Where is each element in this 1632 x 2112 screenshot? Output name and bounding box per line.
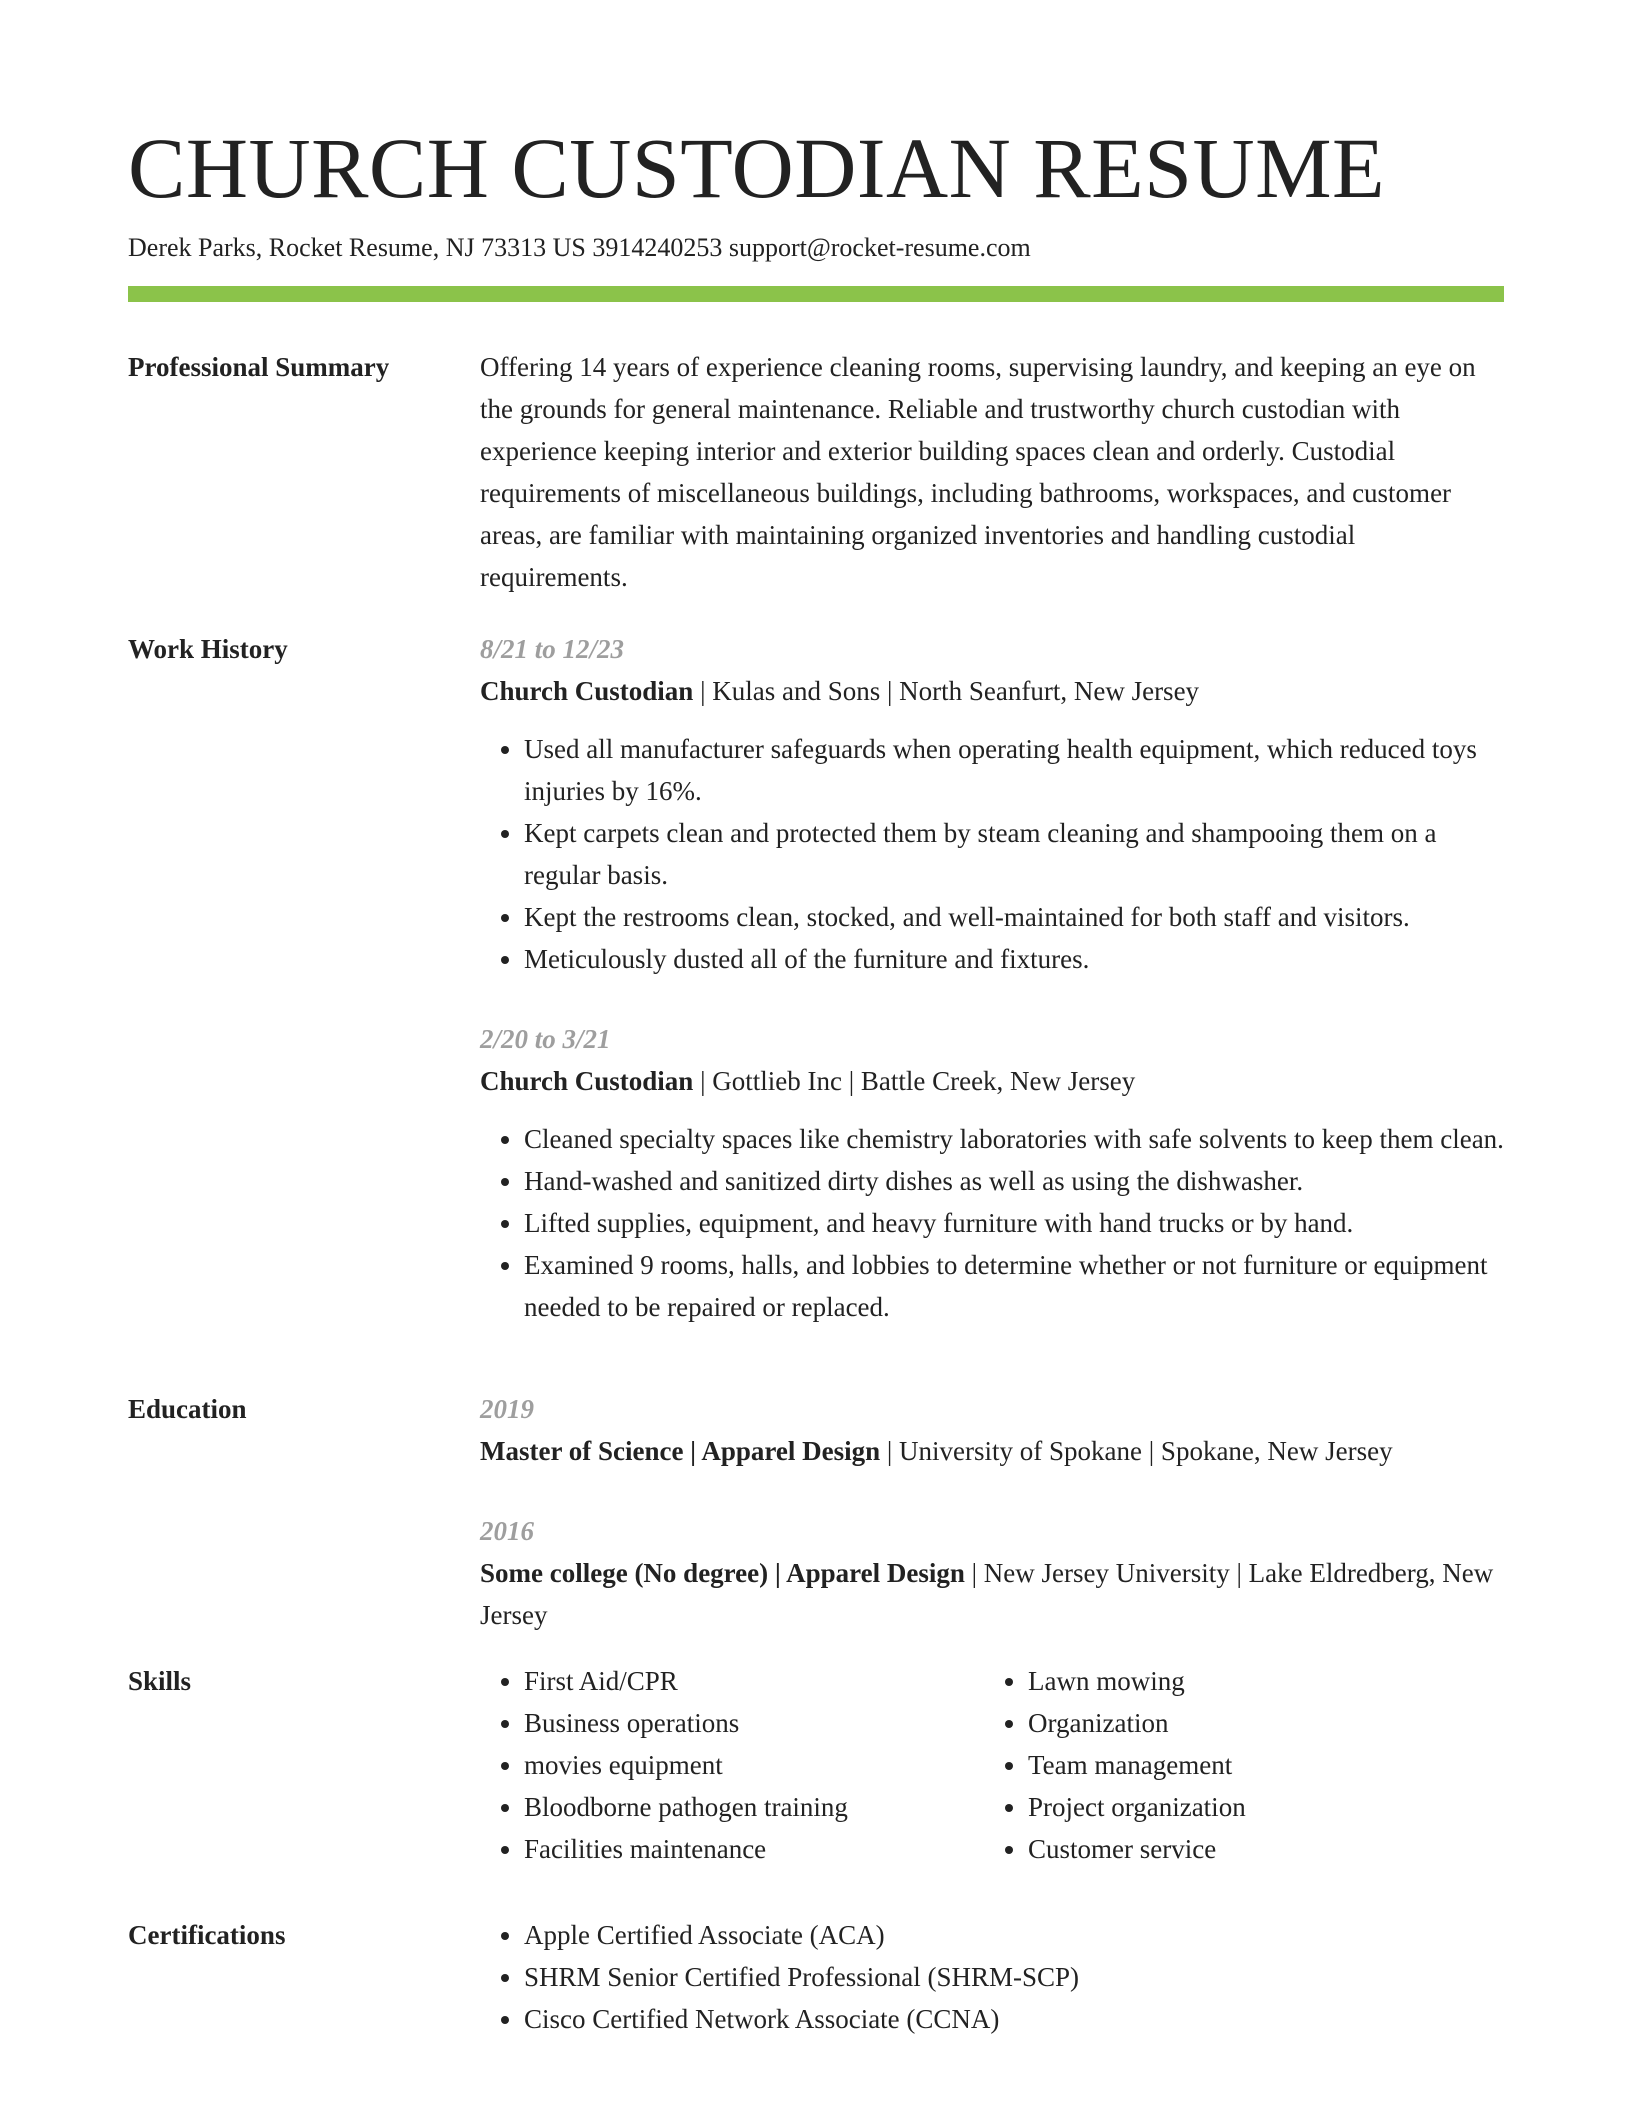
skill-item: • Business operations (524, 1702, 984, 1744)
skill-item: • Organization (1028, 1702, 1484, 1744)
skill-item: • First Aid/CPR (524, 1660, 984, 1702)
job-bullet: • Examined 9 rooms, halls, and lobbies to determine whether or not furniture or equipment needed to be repaired or replaced. (524, 1244, 1504, 1328)
job-bullet: • Cleaned specialty spaces like chemistry laboratories with safe solvents to keep them clean. (524, 1118, 1504, 1160)
summary-heading: Professional Summary (128, 352, 390, 382)
job-entry (480, 628, 1504, 980)
resume-title: CHURCH CUSTODIAN RESUME (128, 120, 1386, 216)
job-details: | Gottlieb Inc | Battle Creek, New Jersey (693, 1066, 1136, 1096)
job-title: Church Custodian (480, 1066, 694, 1096)
education-entry (480, 1510, 1504, 1636)
certifications-list (480, 1914, 1504, 2040)
skill-item: • Customer service (1028, 1828, 1484, 1870)
skill-item: • Project organization (1028, 1786, 1484, 1828)
job-bullet: • Lifted supplies, equipment, and heavy furniture with hand trucks or by hand. (524, 1202, 1504, 1244)
education-year: 2016 (480, 1516, 534, 1546)
certification-item: • SHRM Senior Certified Professional (SHRM-SCP) (524, 1956, 1504, 1998)
job-heading-line (480, 670, 1504, 712)
job-bullet: • Used all manufacturer safeguards when operating health equipment, which reduced toys injuries by 16%. (524, 728, 1504, 812)
skill-item: • movies equipment (524, 1744, 984, 1786)
skills-list (984, 1660, 1484, 1870)
education-entry (480, 1388, 1504, 1472)
skill-item: • Bloodborne pathogen training (524, 1786, 984, 1828)
certifications-content (480, 1914, 1504, 2040)
education-degree: Some college (No degree) | Apparel Design (480, 1558, 965, 1588)
certification-item: • Apple Certified Associate (ACA) (524, 1914, 1504, 1956)
skills-column-1 (480, 1660, 984, 1870)
education-heading: Education (128, 1394, 247, 1424)
education-line (480, 1430, 1504, 1472)
work-history-heading: Work History (128, 634, 288, 664)
job-dates: 8/21 to 12/23 (480, 634, 625, 664)
certification-item: • Cisco Certified Network Associate (CCNA) (524, 1998, 1504, 2040)
job-heading-line (480, 1060, 1504, 1102)
contact-line: Derek Parks, Rocket Resume, NJ 73313 US 3914240253 support@rocket-resume.com (128, 233, 1031, 262)
education-degree: Master of Science | Apparel Design (480, 1436, 881, 1466)
skills-heading: Skills (128, 1666, 192, 1696)
summary-content (480, 346, 1504, 598)
skills-content (480, 1660, 1504, 1870)
skills-column-2 (984, 1660, 1484, 1870)
work-history-content (480, 628, 1504, 1328)
job-bullet: • Meticulously dusted all of the furniture and fixtures. (524, 938, 1504, 980)
job-details: | Kulas and Sons | North Seanfurt, New Jersey (693, 676, 1200, 706)
job-bullet: • Kept the restrooms clean, stocked, and well-maintained for both staff and visitors. (524, 896, 1504, 938)
skills-list (480, 1660, 984, 1870)
accent-divider (128, 286, 1504, 302)
job-dates: 2/20 to 3/21 (480, 1024, 611, 1054)
summary-text: Offering 14 years of experience cleaning rooms, supervising laundry, and keeping an eye on the grounds for general maintenance. Reliable and trustworthy church custodian with experience keeping interior and exterior building spaces clean and orderly. Custodial requirements of miscellaneous buildings, including bathrooms, workspaces, and customer areas, are familiar with maintaining organized inventories and handling custodial requirements. (480, 352, 1476, 592)
job-bullet: • Hand-washed and sanitized dirty dishes as well as using the dishwasher. (524, 1160, 1504, 1202)
job-title: Church Custodian (480, 676, 694, 706)
job-bullets (480, 1118, 1504, 1328)
certifications-heading: Certifications (128, 1920, 286, 1950)
education-content (480, 1388, 1504, 1636)
education-year: 2019 (480, 1394, 534, 1424)
job-bullet: • Kept carpets clean and protected them by steam cleaning and shampooing them on a regular basis. (524, 812, 1504, 896)
skill-item: • Facilities maintenance (524, 1828, 984, 1870)
education-details: | University of Spokane | Spokane, New Jersey (880, 1436, 1393, 1466)
education-line (480, 1552, 1504, 1636)
job-bullets (480, 728, 1504, 980)
job-entry (480, 1018, 1504, 1328)
skill-item: • Lawn mowing (1028, 1660, 1484, 1702)
skill-item: • Team management (1028, 1744, 1484, 1786)
education-details: | New Jersey University | Lake Eldredberg, New Jersey (480, 1558, 1494, 1630)
